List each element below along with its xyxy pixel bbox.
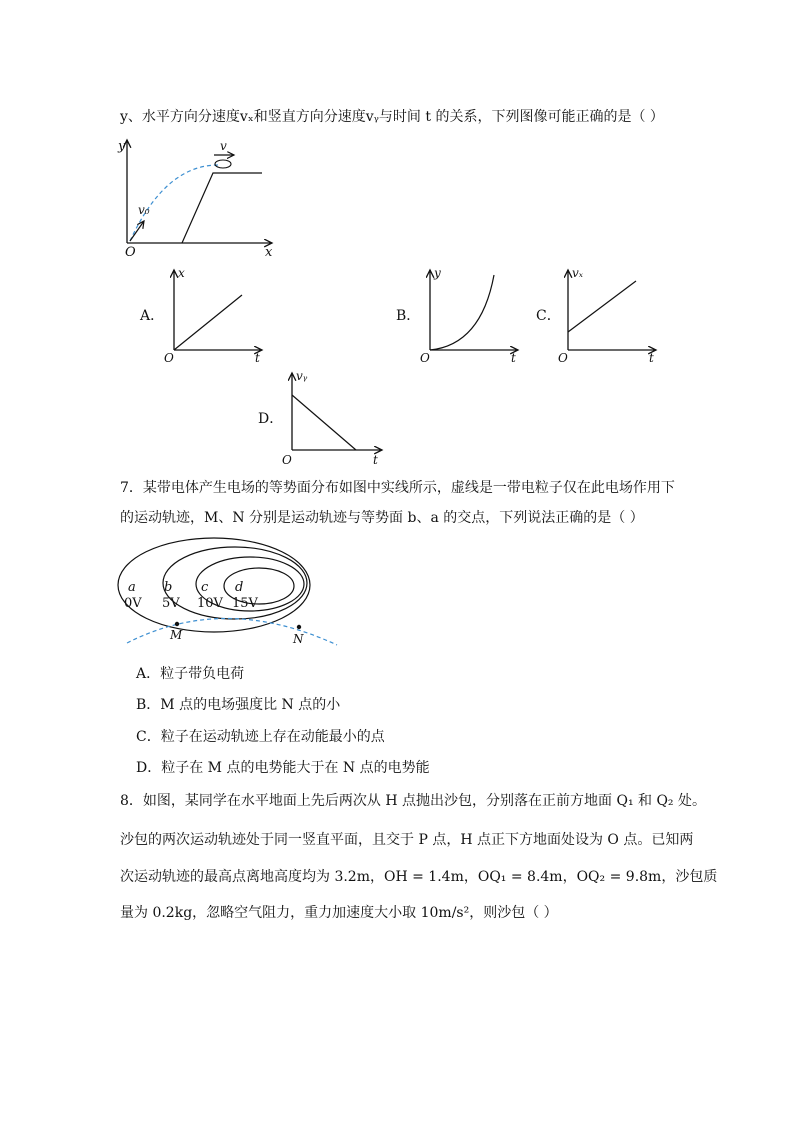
q6-c-line xyxy=(568,281,636,332)
surface-c-potential: 10V xyxy=(197,596,223,611)
point-m xyxy=(175,622,179,626)
q6-skier xyxy=(215,160,231,168)
surface-a-name: a xyxy=(128,580,136,595)
q6-b-vaxis: y xyxy=(434,266,441,280)
q7-option-d: D．粒子在 M 点的电势能大于在 N 点的电势能 xyxy=(136,760,430,776)
surface-d-potential: 15V xyxy=(232,596,258,611)
q6-option-b-letter: B． xyxy=(396,308,421,324)
q6-d-origin: O xyxy=(282,453,292,467)
q6-option-c-graph xyxy=(554,265,664,365)
q7-stem-line2: 的运动轨迹，M、N 分别是运动轨迹与等势面 b、a 的交点，下列说法正确的是（ ） xyxy=(120,510,644,526)
q6-b-haxis: t xyxy=(511,351,516,365)
q6-d-haxis: t xyxy=(373,453,378,467)
q8-stem-line3: 次运动轨迹的最高点离地高度均为 3.2m，OH = 1.4m，OQ₁ = 8.4m，OQ₂ = 9.8m，沙包质 xyxy=(120,869,718,885)
q6-origin-label: O xyxy=(125,245,136,260)
q6-trajectory-figure xyxy=(110,135,290,260)
q6-v-label: v xyxy=(220,139,227,153)
q6-c-vaxis: vₓ xyxy=(572,266,584,280)
q6-d-vaxis: vᵧ xyxy=(296,369,308,383)
q6-a-origin: O xyxy=(164,351,174,365)
q6-option-a-graph xyxy=(160,265,270,365)
q6-c-origin: O xyxy=(558,351,568,365)
q7-option-c: C．粒子在运动轨迹上存在动能最小的点 xyxy=(136,729,385,745)
point-n xyxy=(297,625,301,629)
surface-a-potential: 0V xyxy=(124,596,142,611)
q6-c-haxis: t xyxy=(649,351,654,365)
point-n-label: N xyxy=(293,632,304,646)
q6-option-d-letter: D． xyxy=(258,411,284,427)
q7-stem-line1: 7．某带电体产生电场的等势面分布如图中实线所示，虚线是一带电粒子仅在此电场作用下 xyxy=(120,480,675,496)
q8-stem-line2: 沙包的两次运动轨迹处于同一竖直平面，且交于 P 点，H 点正下方地面处设为 O 点。已知两 xyxy=(120,832,694,848)
q6-option-b-graph xyxy=(416,265,526,365)
q6-ramp xyxy=(182,173,262,243)
q6-b-origin: O xyxy=(420,351,430,365)
q6-b-curve xyxy=(430,275,494,350)
q6-option-d-graph xyxy=(278,368,388,468)
q6-option-c-letter: C． xyxy=(536,308,561,324)
q6-a-line xyxy=(174,295,242,350)
point-m-label: M xyxy=(170,628,183,642)
surface-c-name: c xyxy=(201,580,209,595)
q6-a-vaxis: x xyxy=(178,266,185,280)
surface-d-name: d xyxy=(235,580,244,595)
surface-b-name: b xyxy=(164,580,173,595)
q8-stem-line1: 8．如图，某同学在水平地面上先后两次从 H 点抛出沙包，分别落在正前方地面 Q₁ 和 Q₂ 处。 xyxy=(120,793,706,809)
q6-a-haxis: t xyxy=(255,351,260,365)
q6-v0-arrow xyxy=(130,221,144,241)
q7-option-b: B．M 点的电场强度比 N 点的小 xyxy=(136,697,341,713)
surface-b-potential: 5V xyxy=(162,596,180,611)
q8-stem-line4: 量为 0.2kg，忽略空气阻力，重力加速度大小取 10m/s²，则沙包（ ） xyxy=(120,905,558,921)
q6-d-line xyxy=(292,395,356,450)
q6-v0-label: v₀ xyxy=(138,203,150,217)
q6-y-label: y xyxy=(118,139,126,154)
q7-option-a: A．粒子带负电荷 xyxy=(136,666,245,682)
q6-option-a-letter: A． xyxy=(140,308,165,324)
q7-equipotential-figure xyxy=(115,535,350,650)
q6-stem-tail: y、水平方向分速度vₓ和竖直方向分速度vᵧ与时间 t 的关系，下列图像可能正确的是（ ） xyxy=(120,109,664,125)
q6-x-label: x xyxy=(265,245,273,260)
